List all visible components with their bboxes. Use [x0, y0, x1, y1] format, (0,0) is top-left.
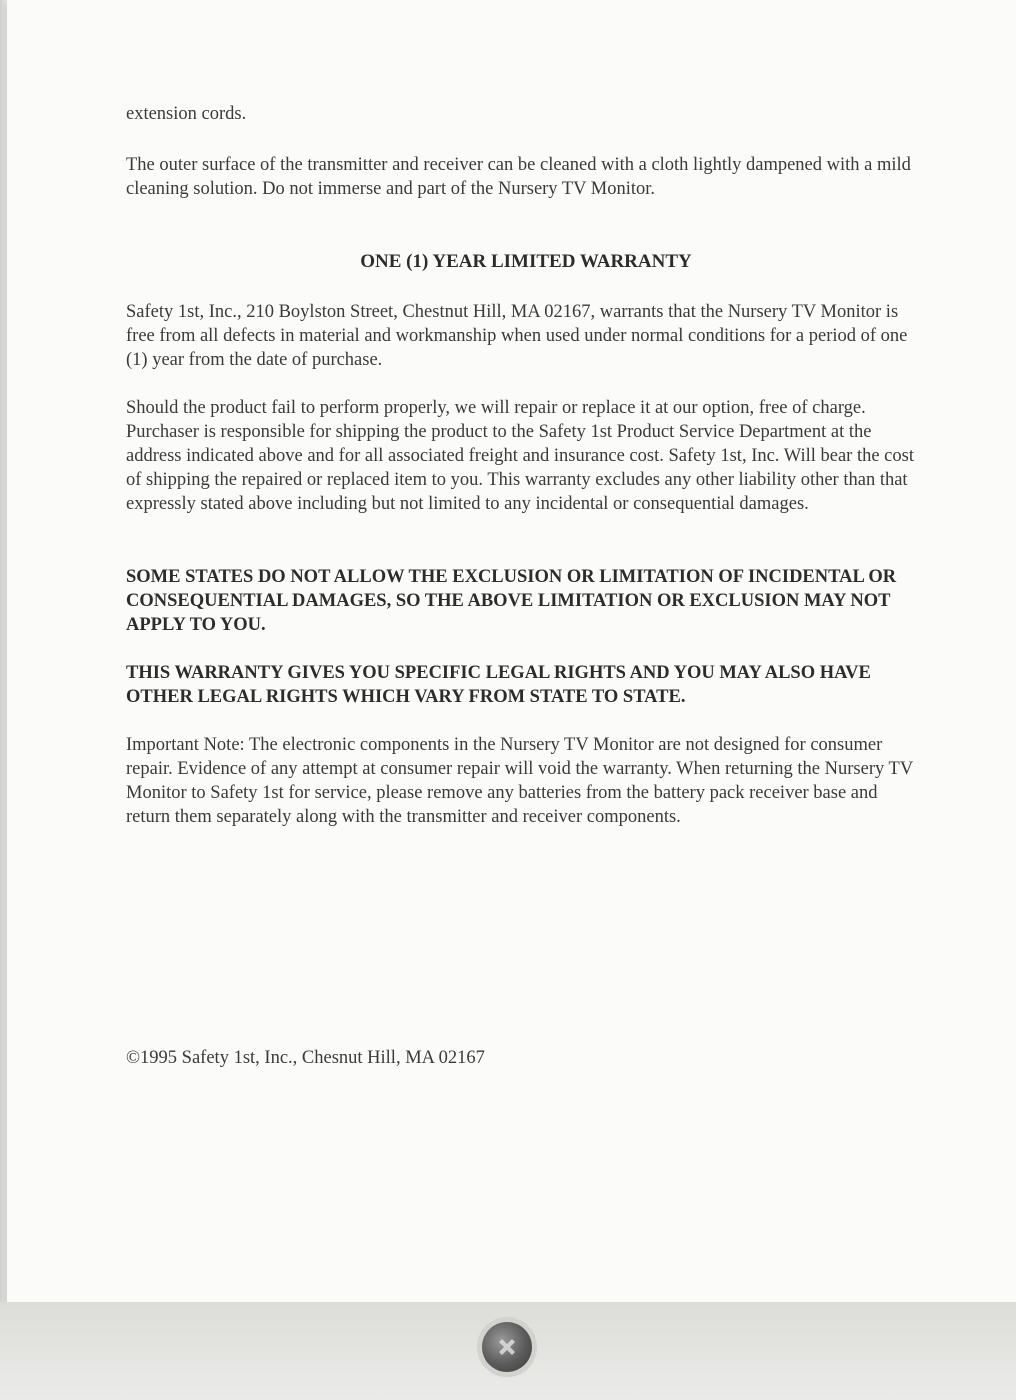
- copyright-line: ©1995 Safety 1st, Inc., Chesnut Hill, MA 02167: [126, 1048, 485, 1068]
- paragraph-repair-policy: Should the product fail to perform properly, we will repair or replace it at our option, free of charge. Purchaser is responsible for shipping the product to the Safety 1st Product Service Department at the address indicated above and for all associated freight and insurance cost. Safety 1st, Inc. Will bear the cost of shipping the repaired or replaced item to you. This warranty excludes any other liability other than that expressly stated above including but not limited to any incidental or consequential damages.: [126, 398, 914, 514]
- paragraph-cleaning: The outer surface of the transmitter and receiver can be cleaned with a cloth lightly dampened with a mild cleaning solution. Do not immerse and part of the Nursery TV Monitor.: [126, 155, 911, 199]
- paragraph-warranty-terms: Safety 1st, Inc., 210 Boylston Street, Chestnut Hill, MA 02167, warrants that the Nursery TV Monitor is free from all defects in material and workmanship when used under normal conditions for a period of one (1) year from the date of purchase.: [126, 302, 908, 370]
- paragraph-extension-cords: extension cords.: [126, 104, 247, 124]
- paragraph-states-exclusion: SOME STATES DO NOT ALLOW THE EXCLUSION OR LIMITATION OF INCIDENTAL OR CONSEQUENTIAL DAMAGES, SO THE ABOVE LIMITATION OR EXCLUSION MAY NOT APPLY TO YOU.: [126, 567, 897, 635]
- warranty-heading: ONE (1) YEAR LIMITED WARRANTY: [360, 251, 692, 272]
- scanner-edge: [0, 0, 7, 1400]
- screw-icon: [482, 1322, 532, 1372]
- paragraph-legal-rights: THIS WARRANTY GIVES YOU SPECIFIC LEGAL RIGHTS AND YOU MAY ALSO HAVE OTHER LEGAL RIGHTS WHICH VARY FROM STATE TO STATE.: [126, 663, 871, 707]
- paragraph-important-note: Important Note: The electronic components in the Nursery TV Monitor are not designed for consumer repair. Evidence of any attempt at consumer repair will void the warranty. When returning the Nursery TV Monitor to Safety 1st for service, please remove any batteries from the battery pack receiver base and return them separately along with the transmitter and receiver components.: [126, 735, 913, 827]
